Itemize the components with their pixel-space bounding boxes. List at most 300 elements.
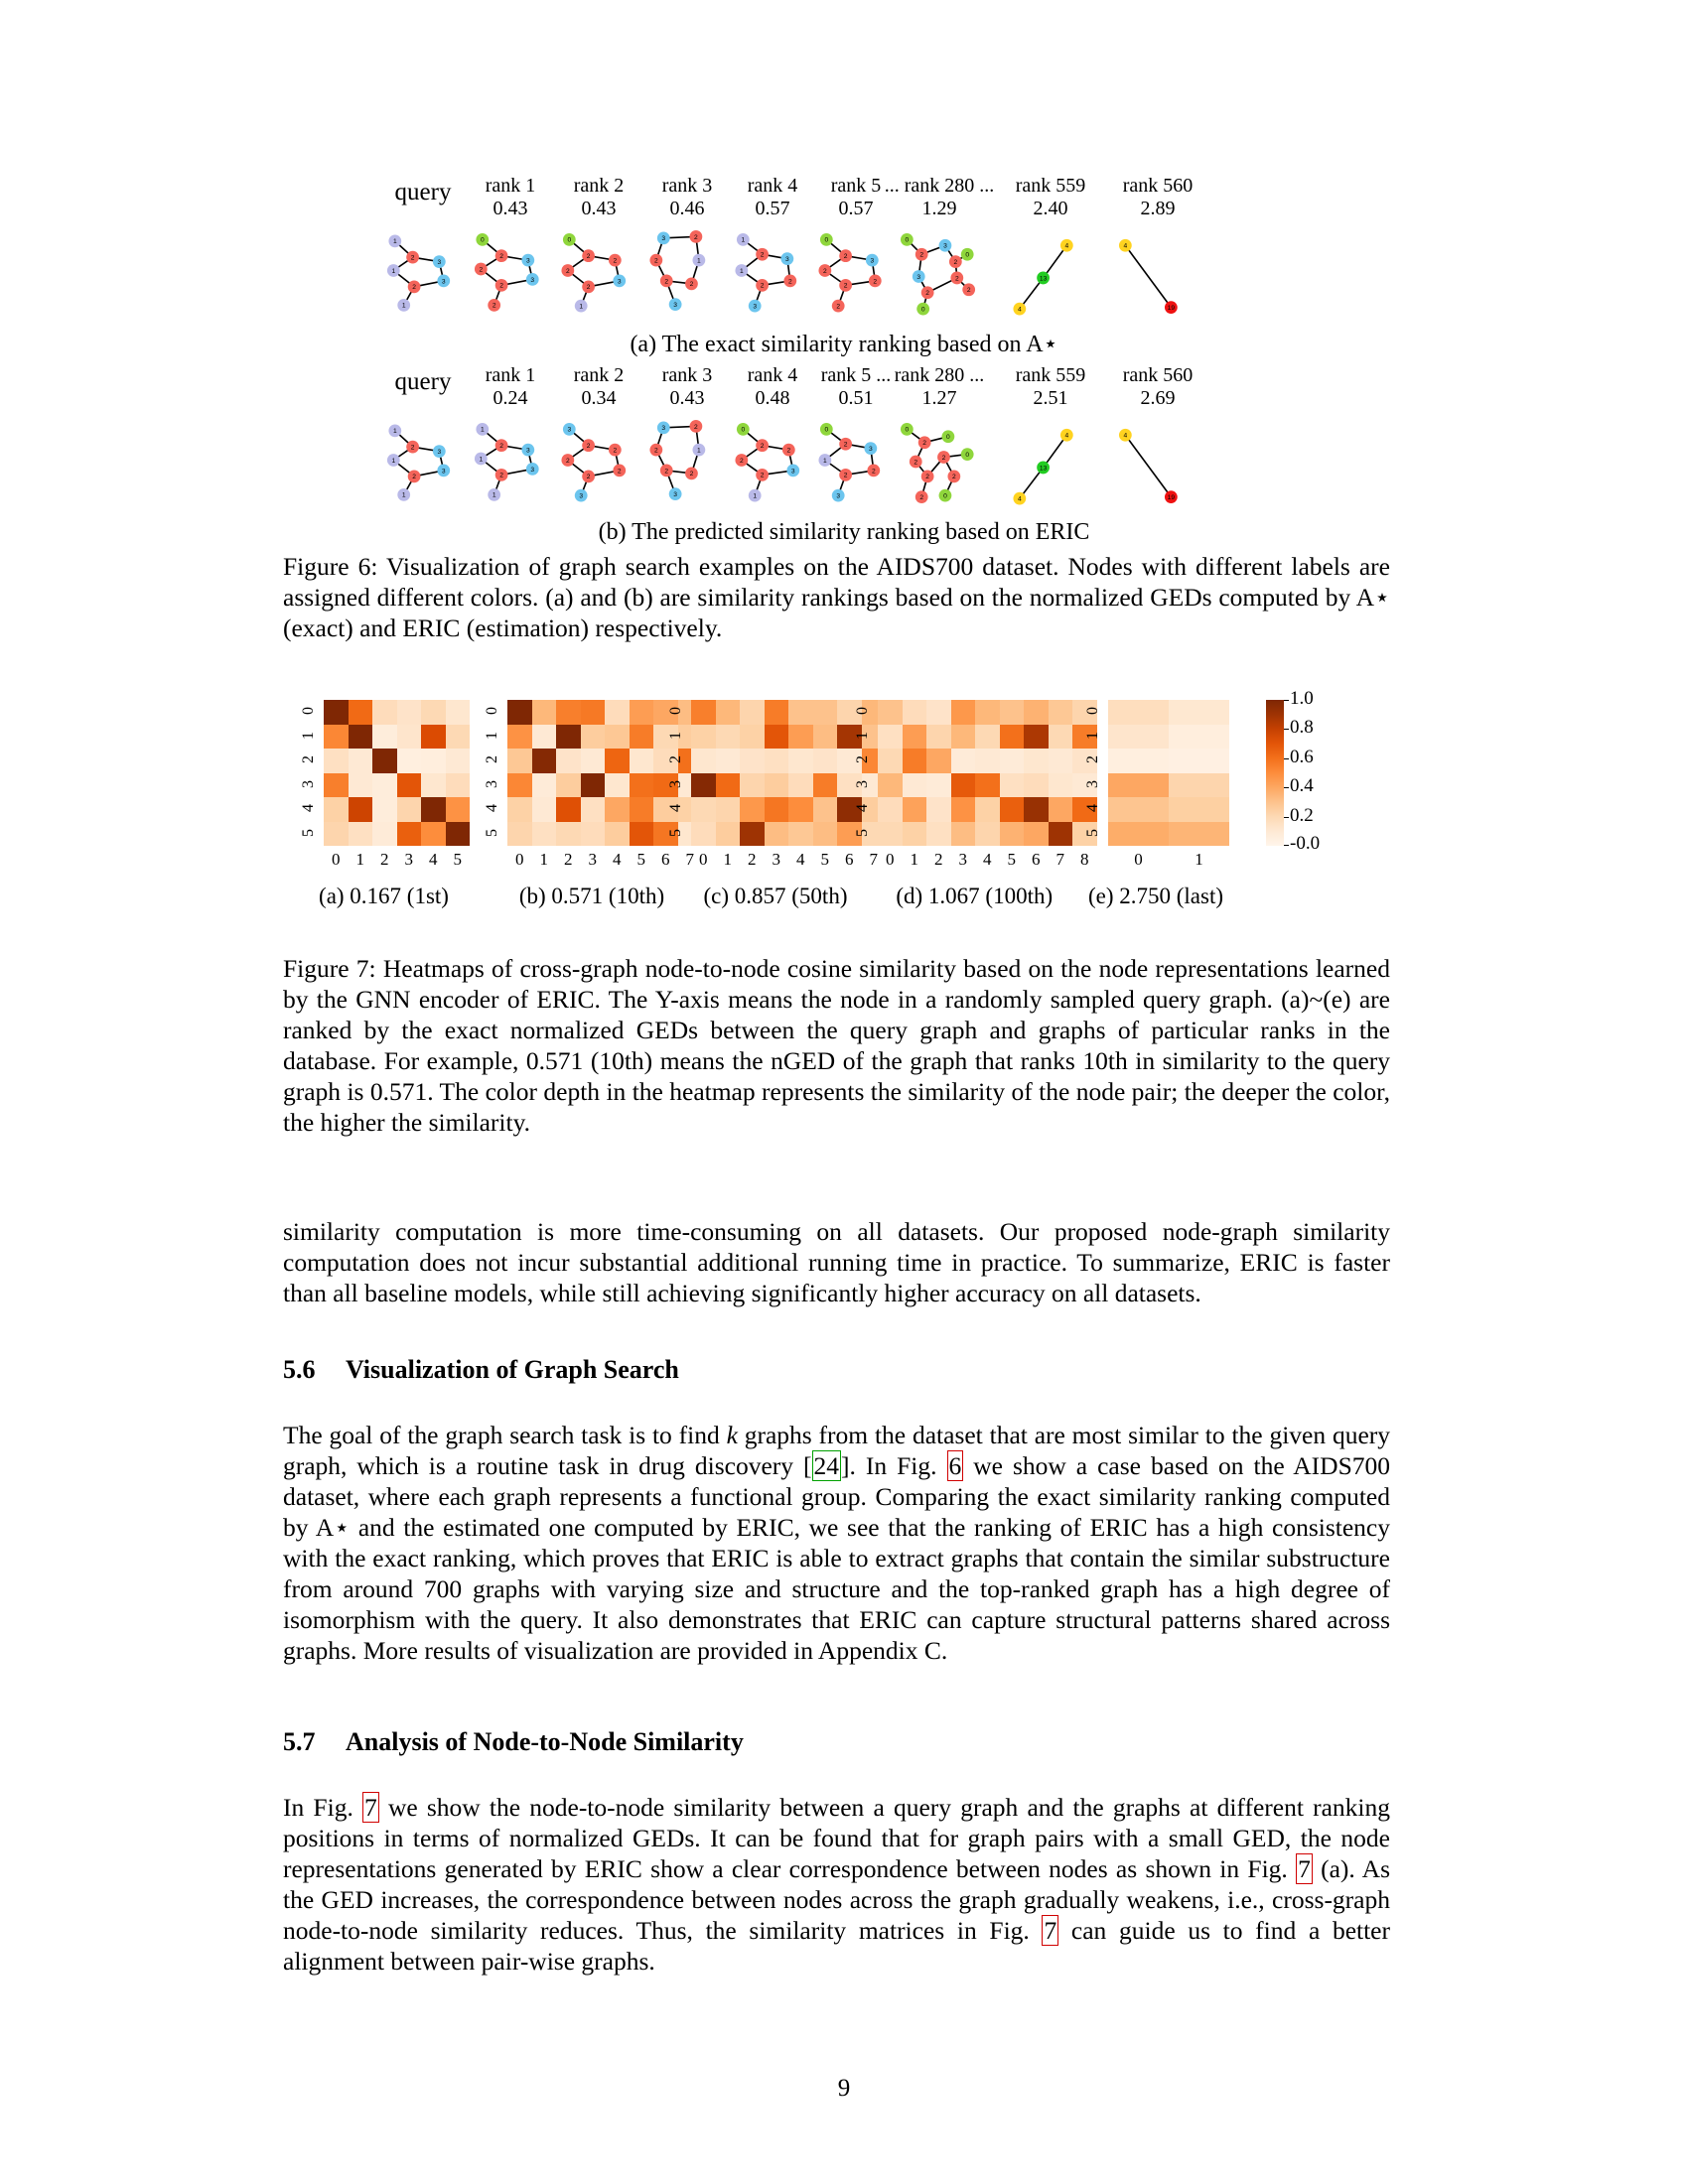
rank-label: rank 280 ... bbox=[894, 364, 985, 386]
graph-node-label: 3 bbox=[525, 447, 530, 455]
heatmap-x-axis-e bbox=[1108, 850, 1229, 874]
heatmap-cell bbox=[1000, 773, 1025, 798]
graph-node-label: 3 bbox=[790, 468, 795, 476]
heading-5-6 bbox=[283, 1355, 1390, 1385]
rank-score: 2.89 bbox=[1140, 198, 1176, 219]
graph-node-label: 2 bbox=[689, 471, 694, 478]
graph-node-label: 0 bbox=[824, 236, 829, 244]
heatmap-cell bbox=[556, 700, 581, 725]
figure-6-column-label bbox=[1088, 175, 1227, 220]
figure-ref-link-7b[interactable]: 7 bbox=[1298, 1854, 1311, 1883]
rank-label: rank 3 bbox=[661, 175, 713, 197]
graph-node-label: 2 bbox=[951, 474, 956, 481]
heatmap-x-tick: 1 bbox=[539, 850, 548, 869]
heatmap-cell bbox=[765, 749, 789, 773]
heatmap-cell bbox=[878, 773, 903, 798]
graph-node-label: 2 bbox=[760, 443, 765, 451]
para-5-7-seg4: can guide us to find a better alignment between pair-wise graphs. bbox=[283, 1916, 1390, 1976]
rank-score: 1.29 bbox=[921, 198, 957, 219]
graph-node-label: 1 bbox=[753, 492, 758, 500]
heatmap-y-tick: 4 bbox=[484, 804, 500, 813]
heatmap-subcaption-e: (e) 2.750 (last) bbox=[1087, 884, 1224, 908]
heatmap-x-axis-b bbox=[507, 850, 702, 874]
heatmap-cell bbox=[813, 822, 838, 847]
heatmap-cell bbox=[951, 700, 976, 725]
graph-node-label: 1 bbox=[739, 267, 744, 275]
graph-node-label: 1 bbox=[392, 428, 397, 436]
graph-node-label: 0 bbox=[741, 426, 746, 434]
graph-node-label: 2 bbox=[922, 440, 927, 448]
heatmap-cell bbox=[397, 725, 422, 750]
graph-node-label: 2 bbox=[565, 267, 570, 275]
heatmap-x-axis-c bbox=[691, 850, 886, 874]
heatmap-x-tick: 0 bbox=[332, 850, 341, 869]
heatmap-cell bbox=[1169, 822, 1229, 847]
colorbar-tick-label: 1.0 bbox=[1290, 688, 1314, 709]
heatmap-cell bbox=[324, 822, 349, 847]
heatmap-cell bbox=[1049, 822, 1073, 847]
heatmap-cell bbox=[421, 773, 446, 798]
colorbar-tick-label: 0.6 bbox=[1290, 746, 1314, 767]
heatmap-cell bbox=[813, 700, 838, 725]
heatmap-cell bbox=[397, 700, 422, 725]
graph-node-label: 3 bbox=[753, 303, 758, 311]
heatmap-cell bbox=[926, 773, 951, 798]
heatmap-cell bbox=[813, 725, 838, 750]
heatmap-cell bbox=[581, 822, 606, 847]
heatmap-y-tick: 5 bbox=[854, 828, 871, 837]
graph-node-label: 3 bbox=[870, 257, 875, 265]
graph-node-label: 3 bbox=[567, 426, 572, 434]
graph-node-label: 2 bbox=[966, 287, 971, 295]
heatmap-cell bbox=[926, 797, 951, 822]
heatmap-cell bbox=[605, 797, 630, 822]
heatmap-cell bbox=[788, 700, 813, 725]
rank-score: 0.43 bbox=[581, 198, 617, 219]
paragraph-performance bbox=[283, 1216, 1390, 1308]
heatmap-cell bbox=[903, 749, 927, 773]
heatmap-cell bbox=[765, 797, 789, 822]
graph-node-label: 19 bbox=[1167, 304, 1176, 312]
heatmap-cell bbox=[605, 822, 630, 847]
heatmap-cell bbox=[765, 773, 789, 798]
graph-node-label: 2 bbox=[822, 267, 827, 275]
heatmap-y-tick: 2 bbox=[1084, 755, 1101, 764]
heatmap-cell bbox=[421, 797, 446, 822]
figure-6-caption bbox=[283, 551, 1390, 643]
heatmap-cell bbox=[716, 773, 741, 798]
graph-node-label: 2 bbox=[653, 257, 658, 265]
heatmap-x-axis-d bbox=[878, 850, 1097, 874]
heatmap-cell bbox=[878, 749, 903, 773]
rank-score: 0.43 bbox=[669, 387, 705, 409]
heatmap-y-tick: 4 bbox=[667, 804, 684, 813]
colorbar-tick-mark bbox=[1284, 700, 1289, 701]
graph-node-label: 1 bbox=[392, 238, 397, 246]
graph-node-label: 4 bbox=[1064, 432, 1069, 440]
graph-rank5 bbox=[810, 222, 902, 322]
graph-node-label: 2 bbox=[694, 233, 698, 241]
graph-query bbox=[377, 412, 469, 511]
graph-node-label: 0 bbox=[965, 251, 970, 259]
heatmap-y-tick: 4 bbox=[854, 804, 871, 813]
graph-node-label: 2 bbox=[586, 474, 591, 481]
heatmap-cell bbox=[507, 822, 532, 847]
heatmap-y-tick: 1 bbox=[667, 731, 684, 740]
graph-edge bbox=[1123, 432, 1171, 496]
graph-node-label: 13 bbox=[1039, 275, 1048, 283]
heatmap-cell bbox=[1169, 797, 1229, 822]
heatmap-cell bbox=[630, 797, 654, 822]
heatmap-y-tick: 0 bbox=[300, 707, 317, 716]
heatmap-subcaption-a: (a) 0.167 (1st) bbox=[319, 884, 449, 908]
heatmap-cell bbox=[878, 725, 903, 750]
graph-rank280 bbox=[894, 412, 985, 511]
para-5-7-seg3: (a). As the GED increases, the correspondence between nodes across the graph gradually weakens, i.e., cross-graph node-to-node similarity reduces. Thus, the similarity matrices in Fig. bbox=[283, 1854, 1391, 1945]
heatmap-y-tick: 4 bbox=[1084, 804, 1101, 813]
heatmap-cell bbox=[903, 773, 927, 798]
graph-node-label: 2 bbox=[843, 441, 848, 449]
heatmap-cell bbox=[397, 822, 422, 847]
heatmap-y-tick: 1 bbox=[854, 731, 871, 740]
figure-ref-link-7a[interactable]: 7 bbox=[364, 1793, 377, 1822]
heatmap-cell bbox=[691, 773, 716, 798]
rank-label: ... rank 280 ... bbox=[884, 175, 995, 197]
heatmap-cell bbox=[878, 700, 903, 725]
heatmap-cell bbox=[556, 749, 581, 773]
heatmap-cell bbox=[581, 725, 606, 750]
heatmap-cell bbox=[507, 700, 532, 725]
heatmap-y-tick: 3 bbox=[1084, 779, 1101, 788]
heatmap-y-tick: 5 bbox=[300, 828, 317, 837]
heatmap-cell bbox=[716, 725, 741, 750]
heatmap-cell bbox=[372, 749, 397, 773]
graph-node-label: 2 bbox=[787, 278, 792, 286]
heatmap-cell bbox=[1108, 700, 1169, 725]
rank-label: rank 2 bbox=[573, 364, 625, 386]
heatmap-cell bbox=[372, 700, 397, 725]
heatmap-x-tick: 6 bbox=[845, 850, 854, 869]
heatmap-x-tick: 0 bbox=[1134, 850, 1143, 869]
graph-node-label: 0 bbox=[905, 426, 910, 434]
rank-label: rank 559 bbox=[1015, 175, 1086, 197]
heatmap-x-tick: 2 bbox=[380, 850, 389, 869]
heatmap-cell bbox=[507, 797, 532, 822]
heatmap-cell bbox=[926, 725, 951, 750]
graph-node-label: 13 bbox=[1039, 465, 1048, 473]
graph-node-label: 2 bbox=[653, 447, 658, 455]
graph-node-label: 2 bbox=[410, 254, 415, 262]
colorbar-tick-mark bbox=[1284, 729, 1289, 730]
colorbar-tick-mark bbox=[1284, 787, 1289, 788]
graph-node-label: 3 bbox=[673, 491, 677, 499]
graph-node-label: 2 bbox=[694, 423, 698, 431]
colorbar-gradient bbox=[1266, 700, 1284, 846]
graph-node-label: 3 bbox=[437, 258, 442, 266]
figure-6-query-label: query bbox=[394, 179, 452, 205]
colorbar-tick-label: 0.4 bbox=[1290, 775, 1314, 797]
para-5-7-seg2: we show the node-to-node similarity between a query graph and the graphs at different ranking positions in terms of normalized GEDs. It can be found that for graph pairs with a small GED, the node representations generated by ERIC show a clear correspondence between nodes as shown in Fig. bbox=[283, 1793, 1390, 1883]
heatmap-cell bbox=[581, 700, 606, 725]
rank-label: rank 4 bbox=[747, 364, 798, 386]
heatmap-cell bbox=[446, 749, 471, 773]
heatmap-x-tick: 0 bbox=[699, 850, 708, 869]
graph-node-label: 1 bbox=[741, 236, 746, 244]
heatmap-x-tick: 2 bbox=[564, 850, 573, 869]
citation-link-24[interactable]: 24 bbox=[813, 1451, 840, 1480]
heatmap-cell bbox=[1049, 773, 1073, 798]
graph-node-label: 0 bbox=[920, 306, 925, 314]
graph-node-label: 2 bbox=[664, 278, 669, 286]
graph-node-label: 2 bbox=[499, 253, 503, 261]
heatmap-cell bbox=[532, 822, 557, 847]
heatmap-cell bbox=[1024, 773, 1049, 798]
graph-node-label: 19 bbox=[1167, 493, 1176, 501]
heatmap-cell bbox=[397, 797, 422, 822]
heatmap-cell bbox=[765, 725, 789, 750]
graph-node-label: 1 bbox=[391, 457, 396, 465]
heatmap-y-tick: 3 bbox=[484, 779, 500, 788]
heatmap-cell bbox=[349, 797, 373, 822]
graph-node-label: 2 bbox=[499, 472, 503, 479]
heatmap-x-tick: 4 bbox=[983, 850, 992, 869]
heatmap-y-tick: 4 bbox=[300, 804, 317, 813]
heatmap-cell bbox=[507, 749, 532, 773]
page-number: 9 bbox=[837, 2075, 851, 2102]
paragraph-5-7 bbox=[283, 1792, 1390, 1977]
heatmap-y-tick: 1 bbox=[300, 731, 317, 740]
heatmap-cell bbox=[740, 797, 765, 822]
heading-5-7-number: 5.7 bbox=[283, 1727, 316, 1756]
heatmap-y-tick: 2 bbox=[484, 755, 500, 764]
heatmap-cell bbox=[1000, 700, 1025, 725]
heatmap-colorbar bbox=[1266, 688, 1355, 854]
heatmap-y-tick: 5 bbox=[667, 828, 684, 837]
graph-node-label: 2 bbox=[739, 457, 744, 465]
heatmap-cell bbox=[556, 797, 581, 822]
rank-score: 0.57 bbox=[755, 198, 790, 219]
heading-5-7-title: Analysis of Node-to-Node Similarity bbox=[346, 1727, 744, 1756]
heatmap-cell bbox=[324, 797, 349, 822]
heatmap-cell bbox=[975, 822, 1000, 847]
colorbar-tick-label: -0.0 bbox=[1290, 833, 1321, 854]
heatmap-cell bbox=[324, 773, 349, 798]
graph-node-label: 3 bbox=[943, 242, 947, 250]
graph-node-label: 2 bbox=[760, 472, 765, 479]
graph-node-label: 2 bbox=[843, 253, 848, 261]
heading-5-6-title: Visualization of Graph Search bbox=[346, 1355, 679, 1384]
heatmap-cell bbox=[788, 749, 813, 773]
heatmap-cell bbox=[740, 773, 765, 798]
graph-edge bbox=[1123, 242, 1171, 307]
heatmap-cell bbox=[813, 797, 838, 822]
graph-node-label: 3 bbox=[530, 466, 535, 474]
graph-node-label: 2 bbox=[410, 444, 415, 452]
heatmap-cell bbox=[630, 822, 654, 847]
heatmap-x-tick: 5 bbox=[636, 850, 645, 869]
heatmap-cell bbox=[1024, 700, 1049, 725]
figure-6-subcaption-b: (b) The predicted similarity ranking based on ERIC bbox=[598, 519, 1090, 545]
graph-node-label: 0 bbox=[567, 236, 572, 244]
heatmap-grid-e bbox=[1108, 700, 1229, 846]
graph-rank5 bbox=[810, 412, 902, 511]
paragraph-5-6 bbox=[283, 1420, 1390, 1666]
heatmap-x-tick: 3 bbox=[772, 850, 780, 869]
heatmap-cell bbox=[765, 700, 789, 725]
rank-score: 2.40 bbox=[1033, 198, 1068, 219]
graph-node-label: 2 bbox=[925, 290, 929, 298]
heatmap-cell bbox=[975, 797, 1000, 822]
figure-ref-link-6[interactable]: 6 bbox=[948, 1451, 962, 1480]
graph-rank280 bbox=[894, 222, 985, 322]
heatmap-cell bbox=[421, 700, 446, 725]
heatmap-y-tick: 3 bbox=[667, 779, 684, 788]
heatmap-cell bbox=[1108, 725, 1169, 750]
heatmap-cell bbox=[788, 725, 813, 750]
heatmap-cell bbox=[740, 725, 765, 750]
heatmap-y-tick: 5 bbox=[1084, 828, 1101, 837]
heatmap-cell bbox=[372, 725, 397, 750]
rank-score: 0.51 bbox=[838, 387, 874, 409]
colorbar-tick-mark bbox=[1284, 758, 1289, 759]
figure-ref-link-7c[interactable]: 7 bbox=[1044, 1916, 1057, 1945]
heatmap-cell bbox=[691, 749, 716, 773]
heatmap-cell bbox=[926, 749, 951, 773]
rank-score: 2.69 bbox=[1140, 387, 1176, 409]
heatmap-cell bbox=[630, 725, 654, 750]
heatmap-cell bbox=[349, 822, 373, 847]
rank-score: 0.57 bbox=[838, 198, 874, 219]
graph-node-label: 2 bbox=[412, 284, 416, 292]
graph-node-label: 1 bbox=[479, 456, 484, 464]
heatmap-cell bbox=[421, 725, 446, 750]
heatmap-cell bbox=[1169, 773, 1229, 798]
heatmap-cell bbox=[691, 725, 716, 750]
figure-6-row-exact bbox=[377, 175, 1311, 328]
heatmap-cell bbox=[765, 822, 789, 847]
colorbar-tick-mark bbox=[1284, 845, 1289, 846]
graph-node-label: 2 bbox=[479, 266, 484, 274]
rank-label: rank 5 bbox=[830, 175, 882, 197]
graph-node-label: 3 bbox=[437, 448, 442, 456]
graph-rank2 bbox=[553, 412, 644, 511]
rank-label: rank 559 bbox=[1015, 364, 1086, 386]
heading-5-7 bbox=[283, 1727, 1390, 1757]
heatmap-cell bbox=[630, 700, 654, 725]
heatmap-cell bbox=[1000, 797, 1025, 822]
heatmap-cell bbox=[1049, 725, 1073, 750]
heatmap-cell bbox=[878, 822, 903, 847]
rank-score: 0.48 bbox=[755, 387, 790, 409]
graph-rank1 bbox=[465, 412, 556, 511]
graph-node-label: 2 bbox=[925, 474, 929, 481]
rank-label: rank 5 ... bbox=[820, 364, 892, 386]
para-5-6-variable-k: k bbox=[726, 1421, 738, 1449]
heatmap-cell bbox=[716, 749, 741, 773]
heatmap-cell bbox=[926, 700, 951, 725]
heatmap-cell bbox=[740, 822, 765, 847]
graph-rank560 bbox=[1112, 412, 1203, 511]
graph-node-label: 2 bbox=[586, 253, 591, 261]
heatmap-cell bbox=[1049, 797, 1073, 822]
heatmap-x-tick: 1 bbox=[910, 850, 918, 869]
rank-score: 0.34 bbox=[581, 387, 617, 409]
heatmap-cell bbox=[716, 822, 741, 847]
rank-label: rank 1 bbox=[485, 364, 536, 386]
heatmap-cell bbox=[1169, 725, 1229, 750]
heatmap-y-tick: 1 bbox=[484, 731, 500, 740]
graph-rank559 bbox=[1005, 222, 1096, 322]
heatmap-x-tick: 3 bbox=[588, 850, 597, 869]
heatmap-cell bbox=[1108, 749, 1169, 773]
graph-node-label: 2 bbox=[871, 468, 876, 476]
heatmap-cell bbox=[1049, 749, 1073, 773]
graph-node-label: 2 bbox=[954, 275, 959, 283]
graph-node-label: 4 bbox=[1123, 432, 1128, 440]
heatmap-x-tick: 1 bbox=[1195, 850, 1203, 869]
graph-node-label: 3 bbox=[441, 278, 446, 286]
graph-node-label: 3 bbox=[579, 492, 584, 500]
heatmap-cell bbox=[446, 773, 471, 798]
heatmap-cell bbox=[788, 822, 813, 847]
heatmap-cell bbox=[716, 797, 741, 822]
heatmap-cell bbox=[1169, 700, 1229, 725]
graph-node-label: 3 bbox=[868, 446, 873, 454]
heatmap-x-axis-a bbox=[324, 850, 470, 874]
para-5-6-seg4: we show a case based on the AIDS700 dataset, where each graph represents a functional group. Comparing the exact similarity ranking computed by A⋆ and the estimated one computed by ERIC, we see that the ranking of ERIC has a high consistency with the exact ranking, which proves that ERIC is able to extract graphs that contain the similar substructure from around 700 graphs with varying size and structure and the top-ranked graph has a high degree of isomorphism with the query. It also demonstrates that ERIC can capture structural patterns shared across graphs. More results of visualization are provided in Appendix C. bbox=[283, 1451, 1391, 1665]
heatmap-x-tick: 5 bbox=[453, 850, 462, 869]
rank-label: rank 560 bbox=[1122, 364, 1194, 386]
graph-node-label: 3 bbox=[441, 468, 446, 476]
graph-node-label: 1 bbox=[822, 457, 827, 465]
heatmap-cell bbox=[372, 773, 397, 798]
heatmap-cell bbox=[605, 725, 630, 750]
heatmap-cell bbox=[975, 725, 1000, 750]
heatmap-cell bbox=[446, 725, 471, 750]
graph-node-label: 0 bbox=[946, 434, 950, 442]
graph-rank2 bbox=[553, 222, 644, 322]
rank-label: rank 560 bbox=[1122, 175, 1194, 197]
heatmap-x-tick: 5 bbox=[820, 850, 829, 869]
graph-node-label: 2 bbox=[760, 251, 765, 259]
graph-query bbox=[377, 222, 469, 322]
heatmap-cell bbox=[691, 700, 716, 725]
figure-6-subcaption-a: (a) The exact similarity ranking based on A⋆ bbox=[630, 332, 1058, 357]
graph-node-label: 2 bbox=[919, 493, 924, 501]
graph-node-label: 3 bbox=[661, 425, 666, 433]
graph-node-label: 2 bbox=[941, 454, 946, 462]
heatmap-cell bbox=[421, 822, 446, 847]
heatmap-cell bbox=[349, 773, 373, 798]
heatmap-x-tick: 7 bbox=[869, 850, 878, 869]
heatmap-cell bbox=[532, 725, 557, 750]
graph-node-label: 2 bbox=[492, 302, 496, 310]
heatmap-cell bbox=[813, 749, 838, 773]
heatmap-y-tick: 3 bbox=[300, 779, 317, 788]
heatmap-cell bbox=[951, 773, 976, 798]
heatmap-x-tick: 4 bbox=[796, 850, 805, 869]
graph-node-label: 2 bbox=[586, 443, 591, 451]
heatmap-y-tick: 0 bbox=[667, 707, 684, 716]
colorbar-tick-label: 0.8 bbox=[1290, 717, 1314, 739]
heatmap-cell bbox=[878, 797, 903, 822]
graph-node-label: 2 bbox=[617, 468, 622, 476]
paragraph-performance-text: similarity computation is more time-consuming on all datasets. Our proposed node-graph similarity computation does not incur substantial additional running time in practice. To summarize, ERIC is faster than all baseline models, while still achieving significantly higher accuracy on all datasets. bbox=[283, 1217, 1390, 1307]
heatmap-cell bbox=[1024, 725, 1049, 750]
heatmap-cell bbox=[951, 822, 976, 847]
graph-node-label: 2 bbox=[586, 284, 591, 292]
graph-node-label: 2 bbox=[843, 282, 848, 290]
